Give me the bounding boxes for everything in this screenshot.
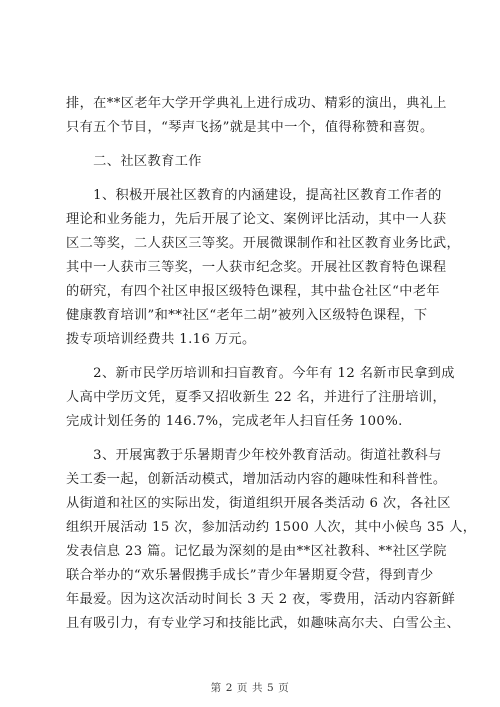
text-line: 完成计划任务的 146.7%，完成老年人扫盲任务 100%. bbox=[66, 414, 403, 429]
page-number-footer: 第 2 页 共 5 页 bbox=[210, 682, 290, 694]
text-line: 健康教育培训”和**社区“老年二胡”被列入区级特色课程，下 bbox=[66, 308, 428, 323]
text-line: 3、开展寓教于乐暑期青少年校外教育活动。街道社教科与 bbox=[66, 448, 442, 463]
section-heading: 二、社区教育工作 bbox=[66, 154, 202, 169]
text-line: 排，在**区老年大学开学典礼上进行成功、精彩的演出，典礼上 bbox=[66, 96, 447, 111]
text-line: 其中一人获市三等奖，一人获市纪念奖。开展社区教育特色课程 bbox=[66, 260, 447, 275]
text-line: 关工委一起，创新活动模式，增加活动内容的趣味性和科普性。 bbox=[66, 472, 447, 487]
text-line: 2、新市民学历培训和扫盲教育。今年有 12 名新市民拿到成 bbox=[66, 366, 455, 381]
text-line: 从街道和社区的实际出发，街道组织开展各类活动 6 次，各社区 bbox=[66, 496, 451, 511]
paragraph-gap bbox=[66, 352, 442, 362]
text-line: 人高中学历文凭，夏季又招收新生 22 名，并进行了注册培训， bbox=[66, 390, 447, 405]
text-line: 发表信息 23 篇。记忆最为深刻的是由**区社教科、**社区学院 bbox=[66, 544, 447, 559]
text-line: 的研究，有四个社区申报区级特色课程，其中盐仓社区“中老年 bbox=[66, 284, 441, 299]
paragraph-gap bbox=[66, 174, 442, 184]
text-line: 年最爱。因为这次活动时间长 3 天 2 夜，零费用，活动内容新鲜 bbox=[66, 592, 456, 607]
text-line: 1、积极开展社区教育的内涵建设，提高社区教育工作者的 bbox=[66, 188, 442, 203]
text-line: 拨专项培训经费共 1.16 万元。 bbox=[66, 332, 256, 347]
text-line: 理论和业务能力，先后开展了论文、案例评比活动，其中一人获 bbox=[66, 212, 447, 227]
paragraph-gap bbox=[66, 140, 442, 150]
text-line: 区二等奖，二人获区三等奖。开展微课制作和社区教育业务比武， bbox=[66, 236, 461, 251]
text-line: 组织开展活动 15 次，参加活动约 1500 人次，其中小候鸟 35 人， bbox=[66, 520, 477, 535]
paragraph-gap bbox=[66, 434, 442, 444]
document-body bbox=[66, 92, 477, 636]
text-line: 且有吸引力，有专业学习和技能比武，如趣味高尔夫、白雪公主、 bbox=[66, 616, 461, 631]
text-line: 只有五个节目，“琴声飞扬”就是其中一个，值得称赞和喜贺。 bbox=[66, 120, 434, 135]
text-line: 联合举办的“欢乐暑假携手成长”青少年暑期夏令营，得到青少 bbox=[66, 568, 434, 583]
